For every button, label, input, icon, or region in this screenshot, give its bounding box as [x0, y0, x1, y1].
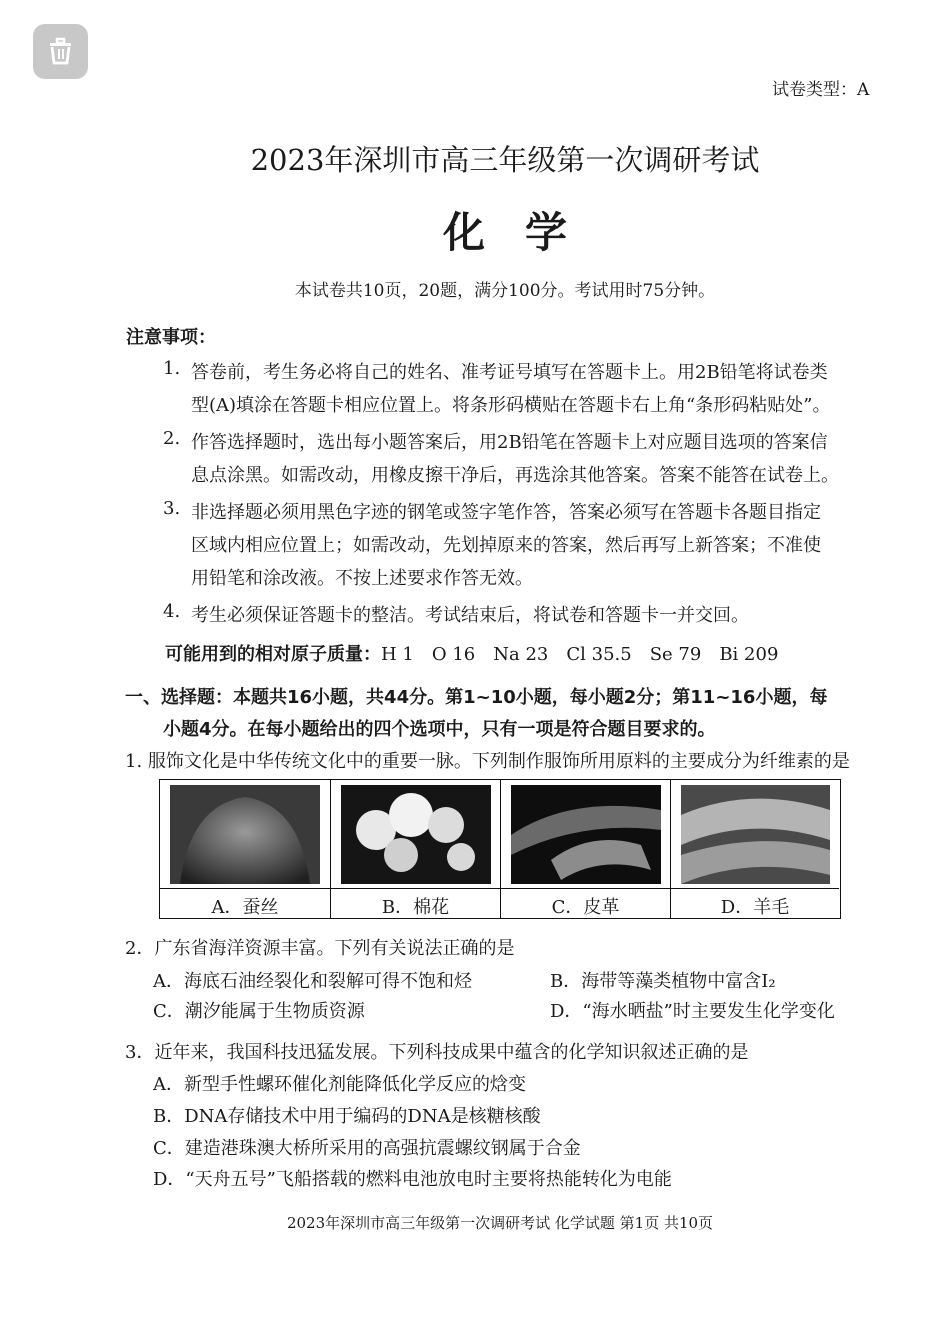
atomic-mass-se: Se 79 [649, 644, 702, 665]
atomic-mass-o: O 16 [431, 644, 476, 665]
notice-item-line: 息点涂黑。如需改动，用橡皮擦干净后，再选涂其他答案。答案不能答在试卷上。 [191, 465, 839, 486]
notice-item-line: 用铅笔和涂改液。不按上述要求作答无效。 [191, 568, 533, 589]
option-c-label: C．皮革 [501, 888, 670, 921]
atomic-masses [165, 640, 778, 666]
question-3-option-d: D．“天舟五号”飞船搭载的燃料电池放电时主要将热能转化为电能 [153, 1169, 672, 1190]
section-heading: 小题4分。在每小题给出的四个选项中，只有一项是符合题目要求的。 [163, 719, 716, 740]
trash-icon [48, 37, 73, 65]
notice-item-line: 区域内相应位置上；如需改动，先划掉原来的答案，然后再写上新答案；不准使 [191, 535, 821, 556]
subject-title: 化学 [442, 208, 607, 257]
option-b-label: B．棉花 [331, 888, 500, 921]
silk-photo [170, 785, 320, 884]
question-2-stem: 2．广东省海洋资源丰富。下列有关说法正确的是 [125, 938, 515, 959]
section-heading: 一、选择题：本题共16小题，共44分。第1~10小题，每小题2分；第11~16小题，每 [125, 687, 828, 708]
option-cell-d [670, 780, 839, 918]
option-d-label: D．羊毛 [671, 888, 839, 921]
notice-item-number: 3. [163, 498, 181, 519]
option-cell-c [500, 780, 670, 918]
question-2-option-d: D．“海水晒盐”时主要发生化学变化 [550, 1001, 835, 1022]
page-footer: 2023年深圳市高三年级第一次调研考试 化学试题 第1页 共10页 [286, 1214, 714, 1232]
atomic-mass-cl: Cl 35.5 [566, 644, 632, 665]
cotton-photo [341, 785, 490, 884]
question-1-image-table [159, 779, 841, 919]
question-2-option-b: B．海带等藻类植物中富含I₂ [550, 971, 776, 992]
notice-item-line: 作答选择题时，选出每小题答案后，用2B铅笔在答题卡上对应题目选项的答案信 [191, 432, 828, 453]
question-2-option-a: A．海底石油经裂化和裂解可得不饱和烃 [153, 971, 472, 992]
atomic-mass-label: 可能用到的相对原子质量： [165, 644, 381, 665]
option-cell-a [160, 780, 330, 918]
paper-type: 试卷类型：A [772, 80, 870, 100]
atomic-mass-bi: Bi 209 [719, 644, 779, 665]
notice-item-number: 4. [163, 601, 181, 622]
atomic-mass-na: Na 23 [493, 644, 549, 665]
question-3-stem: 3．近年来，我国科技迅猛发展。下列科技成果中蕴含的化学知识叙述正确的是 [125, 1042, 749, 1063]
exam-info: 本试卷共10页，20题，满分100分。考试用时75分钟。 [294, 281, 716, 301]
question-1-stem: 1. 服饰文化是中华传统文化中的重要一脉。下列制作服饰所用原料的主要成分为纤维素的是 [125, 751, 850, 772]
delete-button[interactable] [33, 24, 88, 79]
notice-heading: 注意事项： [126, 327, 216, 348]
atomic-mass-h: H 1 [381, 644, 414, 665]
notice-item-line: 答卷前，考生务必将自己的姓名、准考证号填写在答题卡上。用2B铅笔将试卷类 [191, 362, 828, 383]
notice-item-number: 2. [163, 428, 181, 449]
question-3-option-c: C．建造港珠澳大桥所采用的高强抗震螺纹钢属于合金 [153, 1138, 581, 1159]
question-3-option-b: B．DNA存储技术中用于编码的DNA是核糖核酸 [153, 1106, 541, 1127]
exam-title: 2023年深圳市高三年级第一次调研考试 [250, 143, 760, 177]
notice-item-number: 1. [163, 358, 181, 379]
notice-item-line: 考生必须保证答题卡的整洁。考试结束后，将试卷和答题卡一并交回。 [191, 605, 749, 626]
notice-item-line: 型(A)填涂在答题卡相应位置上。将条形码横贴在答题卡右上角“条形码粘贴处”。 [191, 395, 831, 416]
wool-photo [681, 785, 829, 884]
option-a-label: A．蚕丝 [160, 888, 330, 921]
notice-item-line: 非选择题必须用黑色字迹的钢笔或签字笔作答，答案必须写在答题卡各题目指定 [191, 502, 821, 523]
question-2-option-c: C．潮汐能属于生物质资源 [153, 1001, 365, 1022]
question-3-option-a: A．新型手性螺环催化剂能降低化学反应的焓变 [153, 1074, 526, 1095]
option-cell-b [330, 780, 500, 918]
leather-photo [511, 785, 660, 884]
